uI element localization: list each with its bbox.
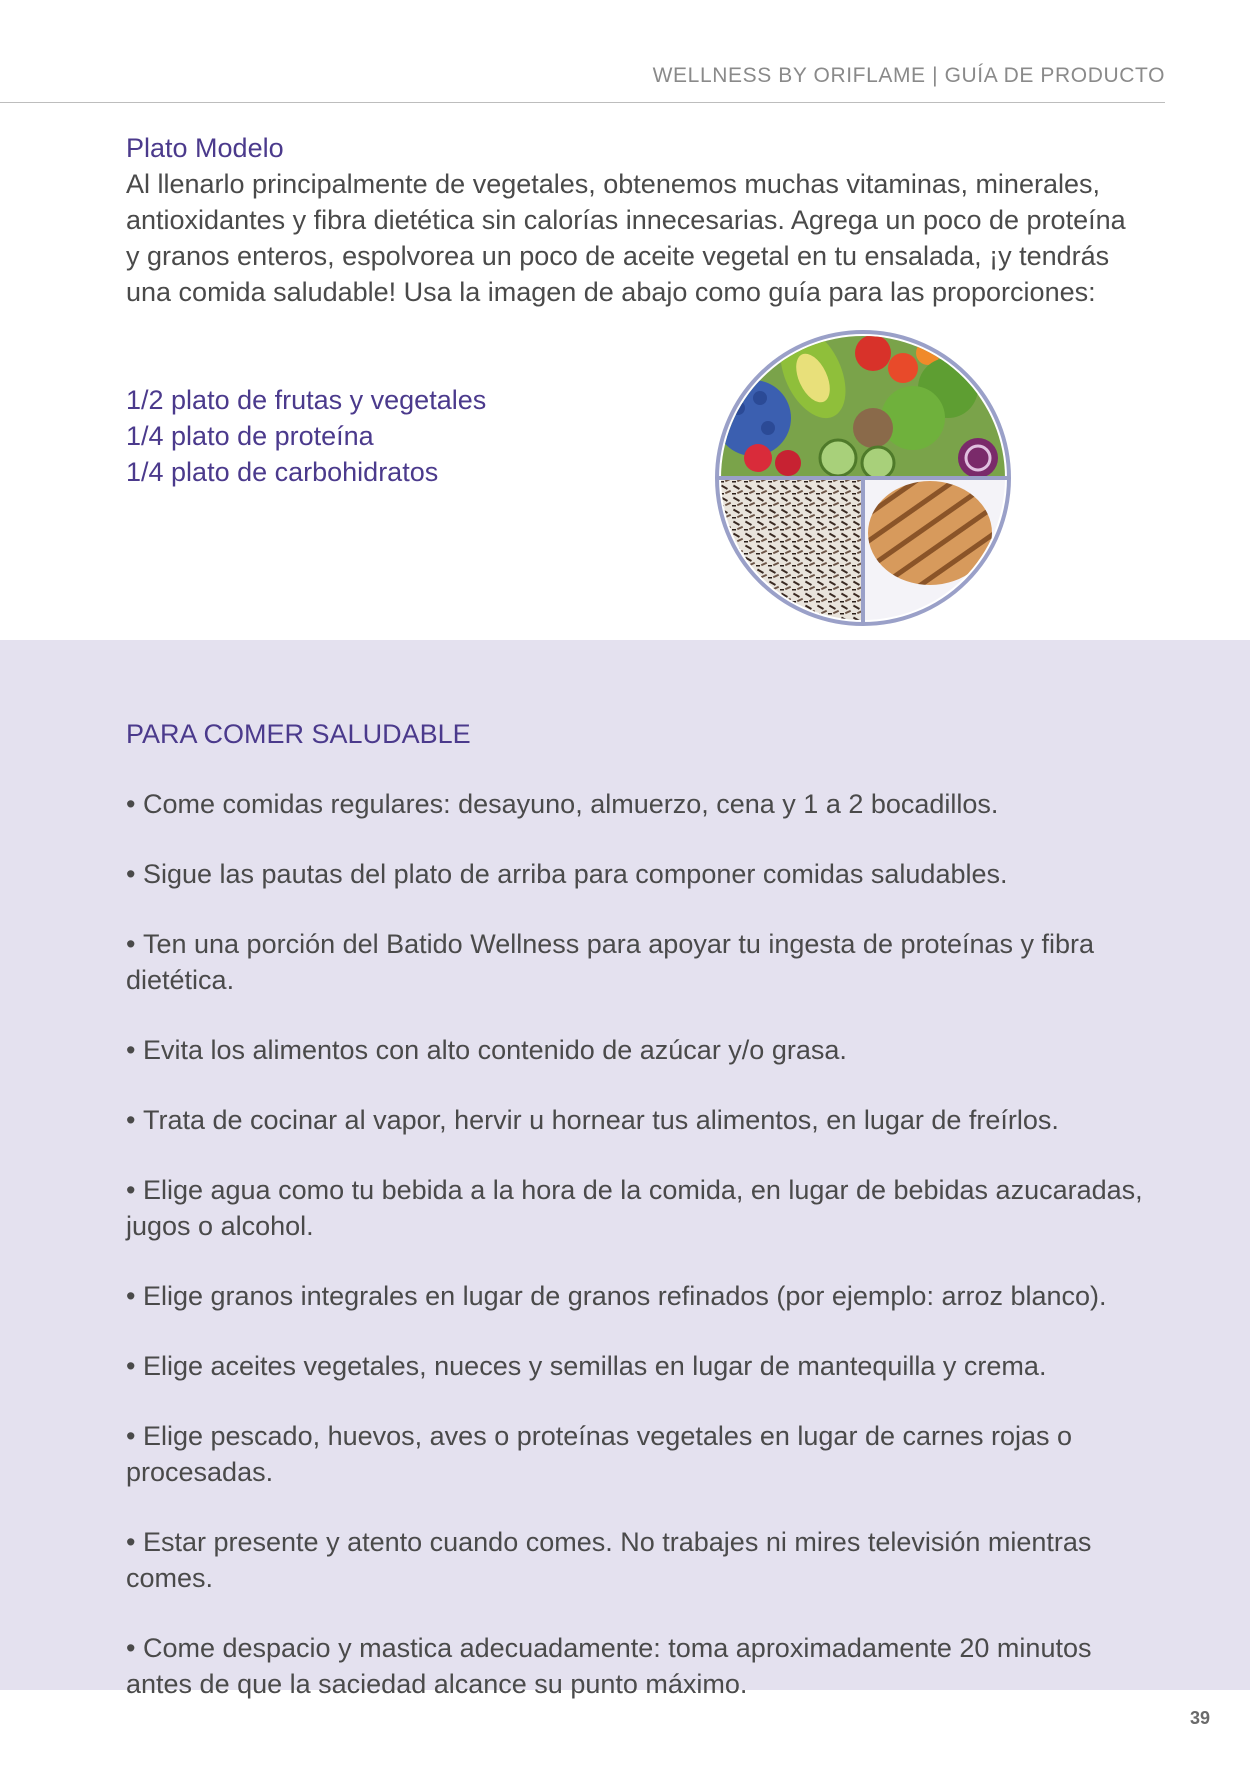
proportion-protein: 1/4 plato de proteína [126, 421, 374, 451]
page-header [0, 62, 1165, 103]
tip-item: • Elige granos integrales en lugar de granos refinados (por ejemplo: arroz blanco). [126, 1278, 1156, 1314]
tip-item: • Evita los alimentos con alto contenido de azúcar y/o grasa. [126, 1032, 1156, 1068]
tip-item: • Trata de cocinar al vapor, hervir u hornear tus alimentos, en lugar de freírlos. [126, 1102, 1156, 1138]
onion-icon [958, 438, 998, 478]
proportion-carbs: 1/4 plato de carbohidratos [126, 457, 439, 487]
page-number: 39 [1189, 1708, 1210, 1728]
header-title: WELLNESS BY ORIFLAME | GUÍA DE PRODUCTO [652, 64, 1165, 87]
tip-item: • Ten una porción del Batido Wellness para apoyar tu ingesta de proteínas y fibra dietética. [126, 926, 1156, 998]
cucumber-icon [820, 440, 856, 476]
strawberry-icon [744, 444, 772, 472]
seeds-icon [853, 408, 893, 448]
proportion-vegetables: 1/2 plato de frutas y vegetales [126, 385, 487, 415]
tips-list [126, 786, 1156, 1736]
grains-section [708, 478, 863, 628]
intro-section [126, 130, 1136, 310]
tip-item: • Elige pescado, huevos, aves o proteínas vegetales en lugar de carnes rojas o procesadas. [126, 1418, 1156, 1490]
tip-item: • Sigue las pautas del plato de arriba para componer comidas saludables. [126, 856, 1156, 892]
blueberries-icon [715, 380, 791, 456]
tip-item: • Estar presente y atento cuando comes. No trabajes ni mires televisión mientras comes. [126, 1524, 1156, 1596]
intro-title: Plato Modelo [126, 133, 284, 163]
intro-body: Al llenarlo principalmente de vegetales, obtenemos muchas vitaminas, minerales, antioxidantes y fibra dietética sin calorías innecesarias. Agrega un poco de proteína y granos enteros, espolvorea un poco de aceite vegetal en tu ensalada, ¡y tendrás una comida saludable! Usa la imagen de abajo como guía para las proporciones: [126, 169, 1126, 307]
tip-item: • Come comidas regulares: desayuno, almuerzo, cena y 1 a 2 bocadillos. [126, 786, 1156, 822]
proportions-list [126, 382, 686, 490]
tip-item: • Elige aceites vegetales, nueces y semillas en lugar de mantequilla y crema. [126, 1348, 1156, 1384]
healthy-plate-illustration [708, 328, 1018, 628]
healthy-eating-title: PARA COMER SALUDABLE [126, 719, 471, 749]
tip-item: • Come despacio y mastica adecuadamente: toma aproximadamente 20 minutos antes de que la saciedad alcance su punto máximo. [126, 1630, 1156, 1702]
tip-item: • Elige agua como tu bebida a la hora de la comida, en lugar de bebidas azucaradas, jugos o alcohol. [126, 1172, 1156, 1244]
tomato-icon [855, 335, 891, 371]
healthy-eating-panel [0, 640, 1250, 1699]
